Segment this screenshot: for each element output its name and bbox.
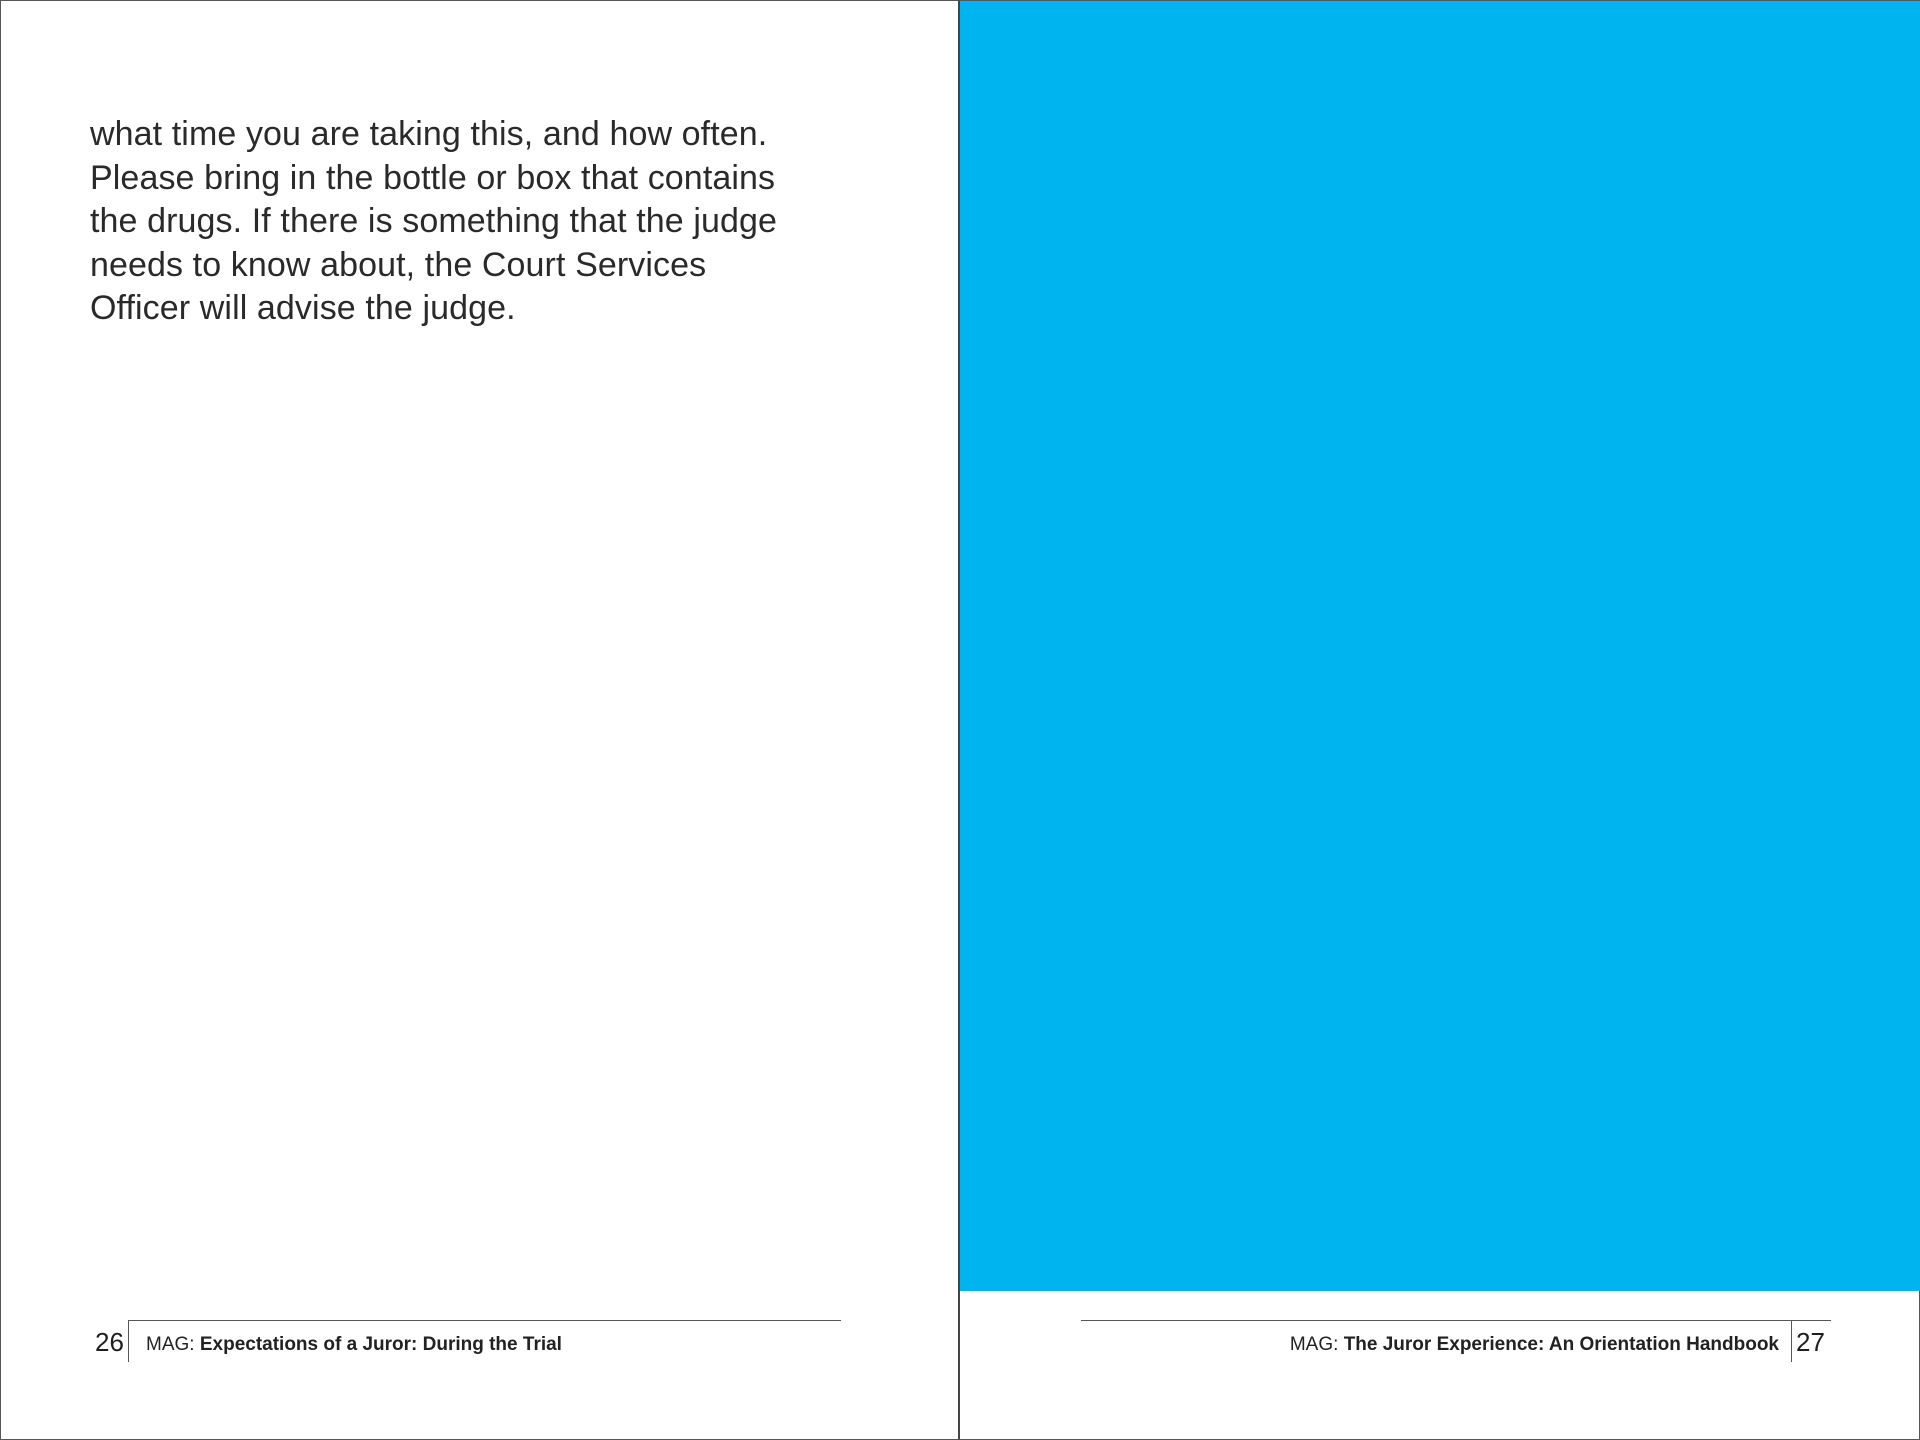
body-line: the drugs. If there is something that the judge — [90, 202, 778, 240]
footer-divider — [128, 1320, 129, 1362]
running-head — [1290, 1333, 1779, 1357]
blue-color-panel — [960, 1, 1920, 1291]
page-number: 26 — [95, 1327, 124, 1357]
running-head-prefix: MAG: — [146, 1334, 195, 1355]
right-page — [958, 0, 1920, 1440]
body-line: what time you are taking this, and how often. — [90, 115, 768, 153]
body-line: Officer will advise the judge. — [90, 289, 516, 327]
body-paragraph — [90, 113, 830, 331]
running-head-title: The Juror Experience: An Orientation Handbook — [1343, 1334, 1779, 1355]
body-line: needs to know about, the Court Services — [90, 245, 707, 284]
running-head-title: Expectations of a Juror: During the Trial — [199, 1334, 562, 1355]
running-head-prefix: MAG: — [1289, 1334, 1339, 1355]
left-page — [0, 0, 959, 1440]
footer-rule — [1081, 1320, 1831, 1321]
footer-divider — [1791, 1320, 1792, 1362]
body-line: Please bring in the bottle or box that contains — [90, 158, 776, 197]
footer-rule — [129, 1320, 841, 1321]
page-number: 27 — [1796, 1327, 1825, 1357]
running-head — [146, 1333, 562, 1357]
